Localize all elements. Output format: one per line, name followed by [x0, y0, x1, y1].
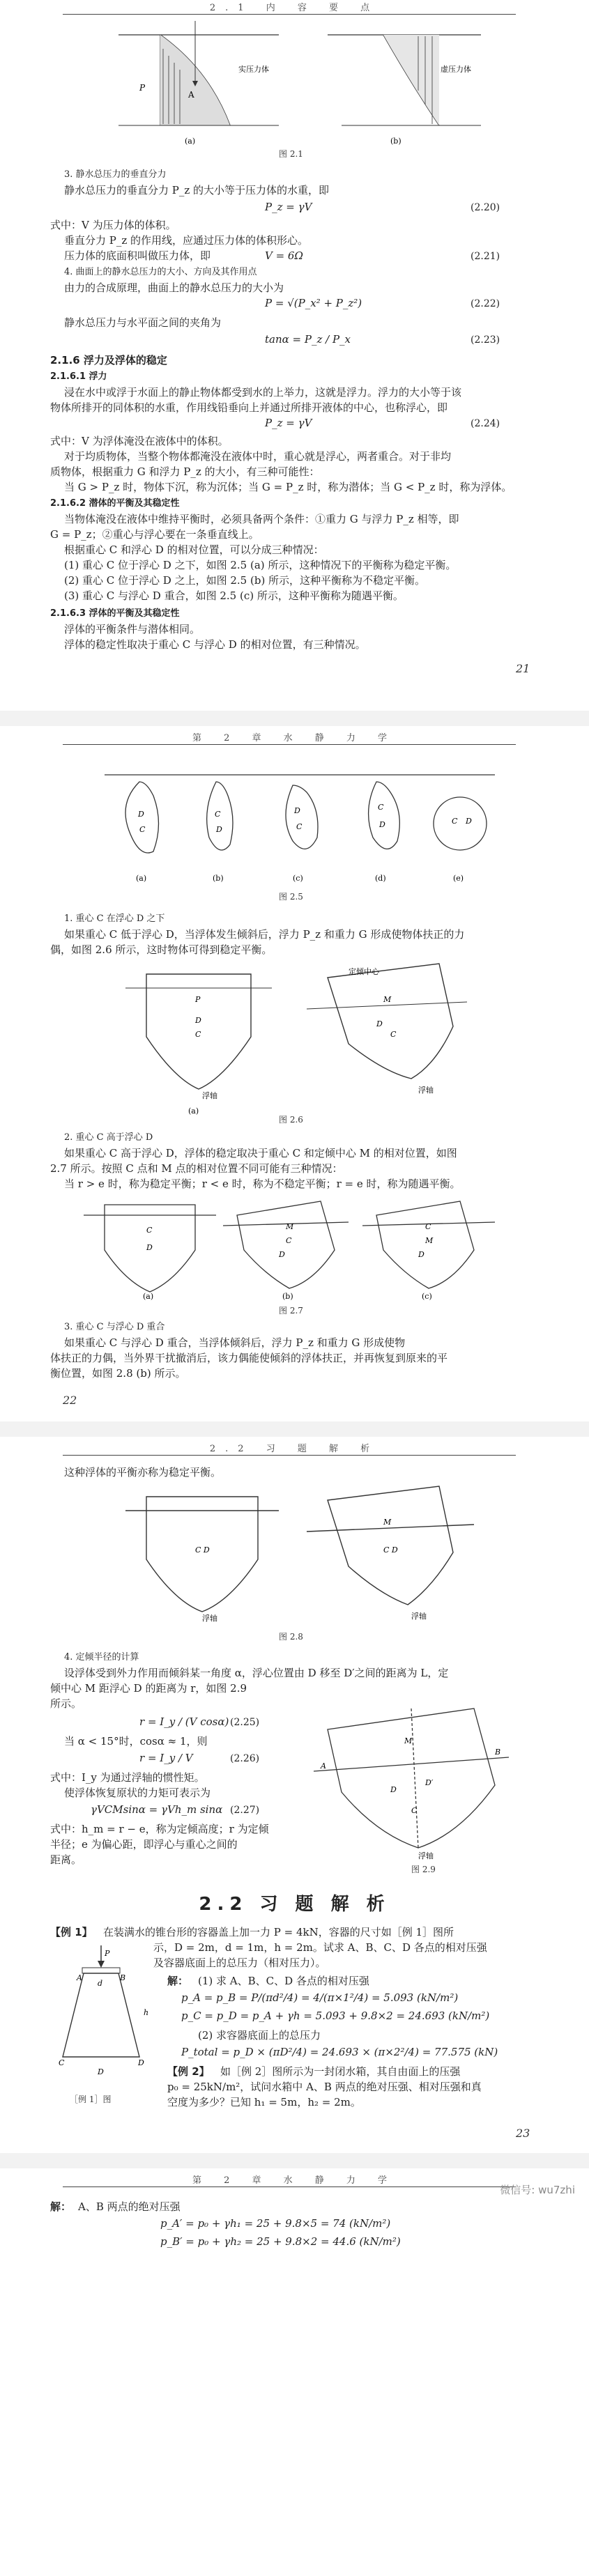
page-separator [0, 1421, 589, 1437]
subsection-heading: 2.1.6.1 浮力 [50, 371, 107, 382]
svg-text:(c): (c) [293, 874, 303, 883]
svg-text:A: A [188, 90, 194, 100]
page-separator [0, 711, 589, 726]
text-line: A、B 两点的绝对压强 [78, 2200, 181, 2213]
page-21-cont [0, 606, 589, 718]
equation-2-22: P = √(P_x² + P_z²) [265, 297, 362, 309]
svg-text:C: C [139, 825, 146, 834]
subsection-4: 4. 定倾半径的计算 [64, 1652, 139, 1663]
svg-text:C: C [59, 2058, 65, 2067]
text-line: 如果重心 C 低于浮心 D，当浮体发生倾斜后，浮力 P_z 和重力 G 形成使物体扶正的力 [64, 928, 465, 941]
svg-text:C: C [411, 1806, 418, 1815]
header-rule [63, 744, 516, 745]
header-rule [63, 1455, 516, 1456]
svg-text:B: B [495, 1748, 501, 1757]
svg-text:M: M [404, 1736, 413, 1745]
text-line: 浮体的稳定性取决于重心 C 与浮心 D 的相对位置，有三种情况。 [64, 638, 366, 651]
section-title: 2.2 习 题 解 析 [199, 1894, 390, 1915]
equation-number: (2.26) [230, 1753, 260, 1764]
text-line: 垂直分力 P_z 的作用线，应通过压力体的体积形心。 [64, 234, 309, 247]
page-number: 21 [516, 662, 530, 675]
text-line: 浮体的平衡条件与潜体相同。 [64, 623, 201, 635]
text-line: 偶，如图 2.6 所示，这时物体可得到稳定平衡。 [50, 943, 273, 956]
text-line: 示，D = 2m，d = 1m，h = 2m。试求 A、B、C、D 各点的相对压强 [153, 1941, 487, 1954]
svg-text:D: D [195, 1016, 201, 1025]
page-24 [0, 2168, 589, 2576]
subsection-heading: 2.1.6.2 潜体的平衡及其稳定性 [50, 498, 180, 509]
text-line: 体扶正的力偶，当外界干扰撤消后，该力偶能使倾斜的浮体扶正，并再恢复到原来的平 [50, 1352, 448, 1364]
equation-number: (2.21) [471, 251, 500, 262]
watermark: 微信号: wu7zhi [500, 2184, 575, 2196]
figure-2-6 [118, 960, 481, 1116]
running-header: 第 2 章 水 静 力 学 [192, 2175, 397, 2186]
svg-text:C: C [425, 1222, 431, 1231]
text-line: 倾中心 M 距浮心 D 的距离为 r，如图 2.9 [50, 1682, 247, 1695]
list-item: (3) 重心 C 与浮心 D 重合，如图 2.5 (c) 所示，这种平衡称为随遇平衡。 [64, 589, 404, 602]
text-line: (1) 求 A、B、C、D 各点的相对压强 [198, 1975, 369, 1987]
figure-2-5-caption: 图 2.5 [279, 892, 303, 902]
example-1-figure [49, 1945, 153, 2085]
svg-text:(d): (d) [375, 874, 386, 883]
svg-text:D: D [466, 817, 472, 826]
svg-text:D: D [376, 1019, 383, 1028]
text-line: G = P_z；②重心与浮心要在一条垂直线上。 [50, 528, 259, 541]
svg-text:A: A [321, 1761, 326, 1771]
solution-tag: 解： [50, 2200, 72, 2213]
text-line: 2.7 所示。按照 C 点和 M 点的相对位置不同可能有三种情况： [50, 1162, 343, 1175]
svg-text:虚压力体: 虚压力体 [441, 65, 471, 74]
running-header: 2.1 内 容 要 点 [209, 3, 380, 13]
text-line: 当 α < 15°时，cosα ≈ 1，则 [64, 1735, 208, 1748]
text-line: 衡位置，如图 2.8 (b) 所示。 [50, 1367, 186, 1380]
equation-number: (2.20) [471, 202, 500, 213]
svg-text:C: C [146, 1226, 153, 1235]
figure-2-1-caption: 图 2.1 [279, 149, 303, 159]
svg-text:D: D [138, 2058, 144, 2067]
subsection-4: 4. 曲面上的静水总压力的大小、方向及其作用点 [64, 267, 257, 277]
svg-text:D: D [146, 1243, 153, 1252]
subsection-3: 3. 重心 C 与浮心 D 重合 [64, 1322, 165, 1332]
equation-number: (2.27) [230, 1805, 260, 1816]
svg-text:(a): (a) [188, 1106, 199, 1116]
svg-text:实压力体: 实压力体 [238, 65, 269, 74]
text-line: 浸在水中或浮于水面上的静止物体都受到水的上举力，这就是浮力。浮力的大小等于该 [64, 386, 462, 399]
text-line: 所示。 [50, 1697, 82, 1710]
svg-text:(a): (a) [185, 137, 196, 146]
figure-2-7 [77, 1194, 509, 1299]
svg-text:(a): (a) [136, 874, 147, 883]
equation-2-24: P_z = γV [265, 417, 312, 429]
svg-text:P: P [195, 995, 201, 1004]
svg-text:P: P [105, 1949, 110, 1958]
subsection-2: 2. 重心 C 高于浮心 D [64, 1132, 153, 1143]
list-item: (1) 重心 C 位于浮心 D 之下，如图 2.5 (a) 所示，这种情况下的平衡称为稳定平衡。 [64, 559, 457, 571]
svg-text:P: P [139, 83, 146, 93]
figure-2-6-caption: 图 2.6 [279, 1115, 303, 1125]
svg-text:C: C [286, 1236, 292, 1245]
text-line: 式中：I_y 为通过浮轴的惯性矩。 [50, 1771, 205, 1784]
svg-text:D: D [216, 825, 222, 834]
text-line: 如果重心 C 高于浮心 D，浮体的稳定取决于重心 C 和定倾中心 M 的相对位置，如图 [64, 1147, 457, 1159]
text-line: 当 G > P_z 时，物体下沉，称为沉体；当 G = P_z 时，称为潜体；当 G < P_z 时，称为浮体。 [64, 481, 512, 493]
header-rule [63, 14, 516, 15]
svg-text:M: M [286, 1222, 294, 1231]
figure-2-9 [307, 1702, 516, 1862]
equation-2-21: V = 6Ω [265, 249, 303, 262]
svg-text:C: C [296, 822, 303, 831]
equation-2-25: r = I_y / (V cosα) [139, 1715, 229, 1728]
example-2-tag: 【例 2】 [167, 2065, 210, 2078]
figure-2-5 [98, 754, 502, 886]
section-heading: 2.1.6 浮力及浮体的稳定 [50, 354, 167, 367]
text-line: 如果重心 C 与浮心 D 重合，当浮体倾斜后，浮力 P_z 和重力 G 形成使物 [64, 1336, 406, 1349]
svg-text:C: C [215, 810, 221, 819]
subsection-1: 1. 重心 C 在浮心 D 之下 [64, 913, 165, 924]
svg-text:D: D [294, 806, 300, 815]
svg-text:C D: C D [195, 1545, 210, 1555]
solution-equation: p_A′ = p₀ + γh₁ = 25 + 9.8×5 = 74 (kN/m²) [160, 2217, 391, 2230]
text-line: 对于均质物体，当整个物体都淹没在液体中时，重心就是浮心，两者重合。对于非均 [64, 450, 452, 463]
svg-text:D: D [279, 1250, 285, 1259]
page-22 [0, 726, 589, 1381]
svg-text:C: C [195, 1030, 201, 1039]
svg-text:浮轴: 浮轴 [202, 1614, 217, 1623]
svg-text:浮轴: 浮轴 [418, 1851, 434, 1860]
equation-2-27: γVCMsinα = γVh_m sinα [91, 1803, 223, 1816]
text-line: 如［例 2］图所示为一封闭水箱，其自由面上的压强 [220, 2065, 461, 2078]
svg-text:M: M [425, 1236, 434, 1245]
text-line: 距离。 [50, 1853, 82, 1866]
solution-equation: P_total = p_D × (πD²/4) = 24.693 × (π×2²/4) = 77.575 (kN) [181, 2046, 498, 2058]
subsection-heading: 2.1.6.3 浮体的平衡及其稳定性 [50, 608, 180, 619]
svg-text:D′: D′ [425, 1778, 434, 1787]
solution-tag: 解： [167, 1975, 189, 1987]
figure-2-1 [105, 21, 495, 146]
list-item: (2) 重心 C 位于浮心 D 之上，如图 2.5 (b) 所示，这种平衡称为不稳定平衡。 [64, 574, 426, 587]
text-line: 当物体淹没在液体中维持平衡时，必须具备两个条件：①重力 G 与浮力 P_z 相等，即 [64, 513, 459, 525]
figure-2-8-caption: 图 2.8 [279, 1632, 303, 1642]
solution-equation: p_A = p_B = P/(πd²/4) = 4/(π×1²/4) = 5.093 (kN/m²) [181, 1991, 459, 2004]
text-line: 式中：h_m = r − e，称为定倾高度；r 为定倾 [50, 1823, 269, 1835]
equation-2-26: r = I_y / V [139, 1752, 193, 1764]
text-line: 空度为多少？已知 h₁ = 5m，h₂ = 2m。 [167, 2096, 361, 2108]
solution-equation: p_B′ = p₀ + γh₂ = 25 + 9.8×2 = 44.6 (kN/m²) [160, 2235, 401, 2248]
page-number: 23 [516, 2127, 530, 2140]
text-line: 静水总压力与水平面之间的夹角为 [64, 316, 222, 329]
svg-text:D: D [138, 810, 144, 819]
text-line: 当 r > e 时，称为稳定平衡；r < e 时，称为不稳定平衡；r = e 时，称为随遇平衡。 [64, 1178, 461, 1190]
text-line: 根据重心 C 和浮心 D 的相对位置，可以分成三种情况： [64, 543, 324, 556]
figure-2-8 [118, 1483, 481, 1622]
svg-text:M: M [383, 1518, 392, 1527]
text-line: 由力的合成原理，曲面上的静水总压力的大小为 [64, 281, 284, 294]
svg-text:D: D [418, 1250, 424, 1259]
text-line: 式中：V 为浮体淹没在液体中的体积。 [50, 435, 229, 447]
svg-text:d: d [98, 1979, 103, 1988]
running-header: 第 2 章 水 静 力 学 [192, 733, 397, 743]
svg-text:A: A [77, 1973, 82, 1982]
text-line: 这种浮体的平衡亦称为稳定平衡。 [64, 1466, 222, 1479]
svg-text:D: D [98, 2067, 104, 2076]
svg-text:B: B [120, 1973, 126, 1982]
text-line: 设浮体受到外力作用而倾斜某一角度 α，浮心位置由 D 移至 D′之间的距离为 L，定 [64, 1667, 449, 1679]
text-line: 压力体的底面积叫做压力体，即 [64, 249, 211, 262]
text-line: 使浮体恢复原状的力矩可表示为 [64, 1787, 211, 1799]
equation-number: (2.22) [471, 298, 500, 309]
svg-text:(b): (b) [390, 137, 401, 146]
svg-text:(b): (b) [282, 1292, 293, 1301]
svg-text:C: C [452, 817, 458, 826]
svg-text:(a): (a) [143, 1292, 154, 1301]
equation-number: (2.24) [471, 418, 500, 429]
equation-2-23: tanα = P_z / P_x [265, 333, 351, 346]
svg-text:D: D [379, 820, 385, 829]
running-header: 2.2 习 题 解 析 [209, 1444, 380, 1454]
text-line: 物体所排开的同体积的水重，作用线铅垂向上并通过所排开液体的中心，也称浮心，即 [50, 401, 448, 414]
svg-text:h: h [144, 2008, 149, 2017]
text-line: 式中：V 为压力体的体积。 [50, 219, 176, 231]
svg-text:(c): (c) [422, 1292, 432, 1301]
example-1-tag: 【例 1】 [50, 1926, 93, 1938]
text-line: 质物体，根据重力 G 和浮力 P_z 的大小，有三种可能性： [50, 465, 320, 478]
page-21 [0, 0, 589, 606]
equation-number: (2.23) [471, 334, 500, 346]
svg-text:(e): (e) [453, 874, 464, 883]
svg-text:浮轴: 浮轴 [411, 1612, 427, 1621]
svg-text:浮轴: 浮轴 [202, 1091, 217, 1100]
page-separator [0, 2153, 589, 2168]
svg-text:定倾中心: 定倾中心 [349, 967, 379, 976]
header-rule [63, 2186, 516, 2187]
figure-2-7-caption: 图 2.7 [279, 1306, 303, 1316]
text-line: 静水总压力的垂直分力 P_z 的大小等于压力体的水重，即 [64, 184, 330, 196]
subsection-3: 3. 静水总压力的垂直分力 [64, 169, 167, 180]
example-1-figure-caption: ［例 1］图 [70, 2095, 112, 2104]
text-line: 在装满水的锥台形的容器盖上加一力 P = 4kN，容器的尺寸如［例 1］图所 [103, 1926, 454, 1938]
figure-2-9-caption: 图 2.9 [411, 1865, 436, 1874]
svg-text:C D: C D [383, 1545, 398, 1555]
svg-text:C: C [378, 803, 384, 812]
equation-number: (2.25) [230, 1717, 260, 1728]
svg-text:D: D [390, 1785, 397, 1794]
svg-text:浮轴: 浮轴 [418, 1086, 434, 1095]
page-number: 22 [63, 1394, 77, 1407]
text-line: (2) 求容器底面上的总压力 [198, 2029, 321, 2042]
solution-equation: p_C = p_D = p_A + γh = 5.093 + 9.8×2 = 24.693 (kN/m²) [181, 2010, 490, 2022]
svg-text:(b): (b) [213, 874, 224, 883]
svg-text:M: M [383, 995, 392, 1004]
text-line: 及容器底面上的总压力（相对压力）。 [153, 1957, 326, 1969]
equation-2-20: P_z = γV [265, 201, 312, 213]
text-line: p₀ = 25kN/m²，试问水箱中 A、B 两点的绝对压强、相对压强和真 [167, 2081, 482, 2093]
text-line: 半径；e 为偏心距，即浮心与重心之间的 [50, 1838, 238, 1851]
svg-text:C: C [390, 1030, 397, 1039]
